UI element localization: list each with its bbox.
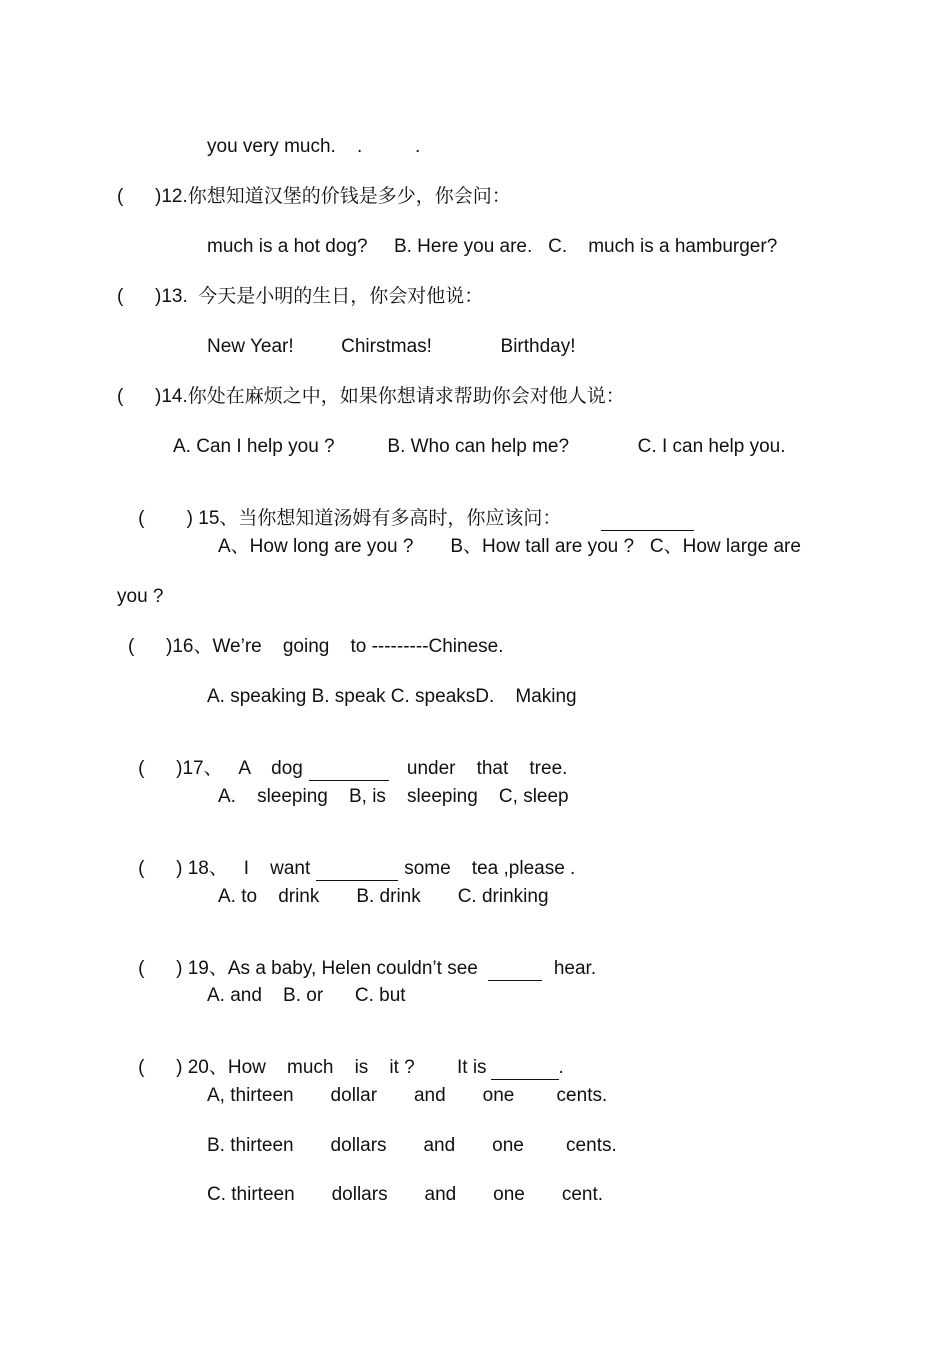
q18-answer-blank [316, 858, 398, 881]
q19-options: A. and B. or C. but [207, 985, 406, 1006]
q11-option-tail: you very much. . . [207, 136, 421, 157]
q20-option-b: B. thirteen dollars and one cents. [207, 1135, 617, 1156]
q19-text-end: hear. [553, 958, 597, 979]
q14-question: ( )14.你处在麻烦之中，如果你想请求帮助你会对他人说： [117, 386, 625, 407]
q19-answer-blank [488, 958, 542, 981]
q13-options: New Year! Chirstmas! Birthday! [207, 336, 576, 357]
q15-question-text: ( ) 15、当你想知道汤姆有多高时，你应该问： [138, 508, 562, 529]
q18-text-start: ( ) 18、 I want [138, 858, 311, 879]
q20-text-end: . [558, 1057, 564, 1078]
q16-question: ( )16、We’re going to ---------Chinese. [128, 636, 504, 657]
q17-text-start: ( )17、 A dog [138, 758, 303, 779]
q12-options: much is a hot dog? B. Here you are. C. much is a hamburger? [207, 236, 778, 257]
q13-question: ( )13. 今天是小明的生日，你会对他说： [117, 286, 484, 307]
q20-option-a: A, thirteen dollar and one cents. [207, 1085, 608, 1106]
q15-options-wrap: you ? [117, 586, 164, 607]
q12-question: ( )12.你想知道汉堡的价钱是多少，你会问： [117, 186, 511, 207]
q17-options: A. sleeping B, is sleeping C, sleep [218, 786, 569, 807]
q19-text-start: ( ) 19、As a baby, Helen couldn’t see [138, 958, 478, 979]
q17-answer-blank [309, 758, 389, 781]
q20-option-c: C. thirteen dollars and one cent. [207, 1184, 604, 1205]
q17-text-end: under that tree. [406, 758, 568, 779]
q16-options: A. speaking B. speak C. speaksD. Making [207, 686, 577, 707]
q15-answer-blank [601, 508, 694, 531]
q18-text-end: some tea ,please . [404, 858, 576, 879]
q14-options: A. Can I help you ? B. Who can help me? C. I can help you. [173, 436, 786, 457]
q20-answer-blank [491, 1057, 559, 1080]
q20-text-start: ( ) 20、How much is it ? It is [138, 1057, 487, 1078]
q18-options: A. to drink B. drink C. drinking [218, 886, 549, 907]
q15-options: A、How long are you ? B、How tall are you ? C、How large are [218, 536, 801, 557]
